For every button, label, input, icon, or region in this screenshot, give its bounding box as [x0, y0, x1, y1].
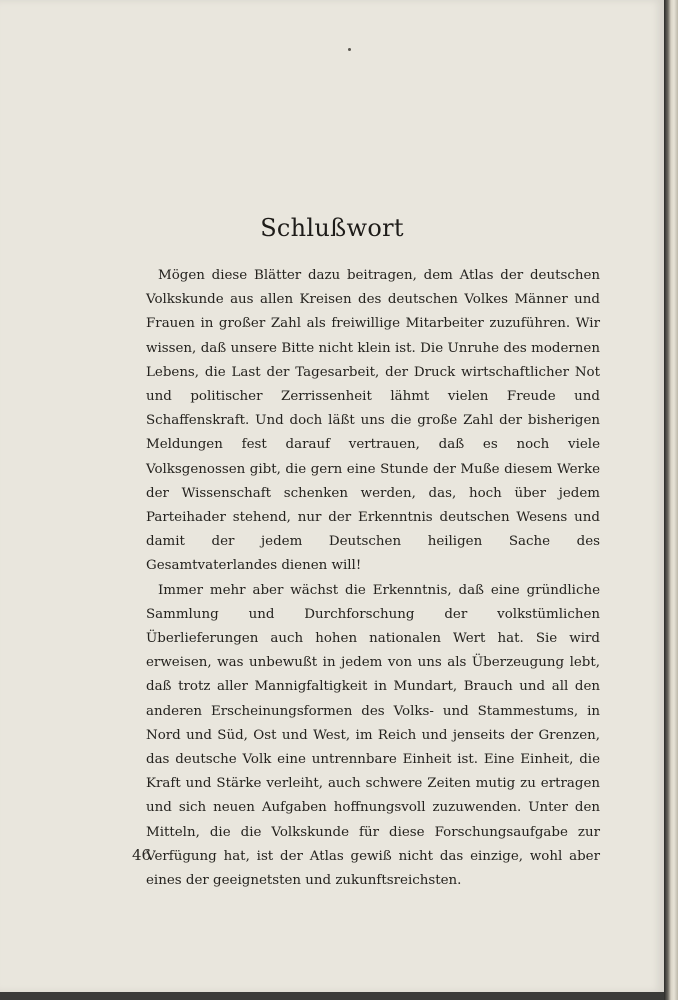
body-text [146, 264, 600, 893]
bottom-edge [0, 992, 664, 1000]
page-title: Schlußwort [260, 214, 404, 242]
paragraph-2: Immer mehr aber wächst die Erkenntnis, daß eine gründliche Sammlung und Durchforschung der volkstümlichen Überlieferungen auch hohen nationalen Wert hat. Sie wird erweisen, was unbewußt in jedem von uns als Überzeugung lebt, daß trotz aller Mannigfaltigkeit in Mundart, Brauch und all den anderen Erscheinungsformen des Volks- und Stammestums, in Nord und Süd, Ost und West, im Reich und jenseits der Grenzen, das deutsche Volk eine untrennbare Einheit ist. Eine Einheit, die Kraft und Stärke verleiht, auch schwere Zeiten mutig zu ertragen und sich neuen Aufgaben hoffnungsvoll zuzuwenden. Unter den Mitteln, die die Volkskunde für diese Forschungsaufgabe zur Verfügung hat, ist der Atlas gewiß nicht das einzige, wohl aber eines der geeignetsten und zukunftsreichsten. [146, 582, 600, 889]
page-edge [664, 0, 678, 1000]
print-speck [348, 48, 351, 51]
page-number: 46 [132, 846, 152, 864]
paragraph-1: Mögen diese Blätter dazu beitragen, dem Atlas der deutschen Volkskunde aus allen Kreisen des deutschen Volkes Männer und Frauen in großer Zahl als freiwillige Mitarbeiter zuzuführen. Wir wissen, daß unsere Bitte nicht klein ist. Die Unruhe des modernen Lebens, die Last der Tagesarbeit, der Druck wirtschaftlicher Not und politischer Zerrissenheit lähmt vielen Freude und Schaffenskraft. Und doch läßt uns die große Zahl der bisherigen Meldungen fest darauf vertrauen, daß es noch viele Volksgenossen gibt, die gern eine Stunde der Muße diesem Werke der Wissenschaft schenken werden, das, hoch über jedem Parteihader stehend, nur der Erkenntnis deutschen Wesens und damit der jedem Deutschen heiligen Sache des Gesamtvaterlandes dienen will! [146, 268, 600, 574]
